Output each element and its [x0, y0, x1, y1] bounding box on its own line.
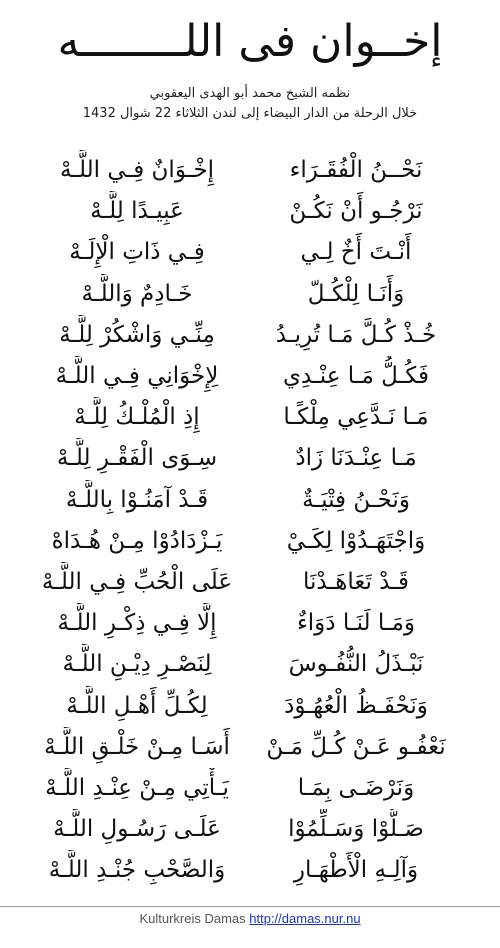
verse-first-hemistich: فَكُـلُّ مَـا عِنْـدِي: [282, 363, 430, 390]
verse-second-hemistich: خَـادِمٌ وَاللَّـهْ: [81, 280, 193, 307]
verse-first-hemistich: صَـلُّوْا وَسَـلِّمُوْا: [288, 816, 424, 843]
verse-second-hemistich: سِـوَى الْفَقْـرِ لِلَّـهْ: [56, 445, 218, 472]
verse-second-hemistich: يَـأْتِي مِـنْ عِنْـدِ اللَّـهْ: [45, 774, 229, 801]
verse-first-hemistich: مَـا عِنْـدَنَا زَادٌ: [295, 445, 417, 472]
footer-org-name: Kulturkreis Damas: [139, 911, 246, 926]
verse: [0, 562, 500, 603]
verse-first-hemistich: وَآلِـهِ الْأَطْهَـارِ: [293, 857, 419, 884]
verse-second-hemistich: إِخْـوَانٌ فِـي اللَّـهْ: [59, 157, 215, 184]
footer-divider: [0, 906, 500, 907]
page-title: إخــوان فى اللــــــــه: [57, 16, 443, 67]
verse-second-hemistich: لِإِخْوَانِي فِـي اللَّـهْ: [55, 363, 219, 390]
verse: [0, 685, 500, 726]
verse-second-hemistich: يَـزْدَادُوْا مِـنْ هُـدَاهْ: [51, 527, 223, 554]
footer: [0, 911, 500, 926]
verse-second-hemistich: لِكُـلِّ أَهْـلِ اللَّـهْ: [66, 692, 208, 719]
verse: [0, 850, 500, 891]
verse-first-hemistich: أَنْـتَ أَخٌ لِـي: [300, 239, 412, 266]
verse: [0, 438, 500, 479]
verse-second-hemistich: لِنَصْـرِ دِيْـنِ اللَّـهْ: [62, 651, 212, 678]
verse-first-hemistich: خُـذْ كُـلَّ مَـا تُرِيـدُ: [275, 321, 437, 348]
author-line: نظمه الشيخ محمد أبو الهدى اليعقوبي: [149, 86, 351, 101]
verse: [0, 480, 500, 521]
verse-first-hemistich: وَمَـا لَنَـا دَوَاءٌ: [296, 610, 416, 637]
verse-first-hemistich: نَبْـذَلُ النُّفُـوسَ: [288, 651, 424, 678]
verse-second-hemistich: مِنِّـي وَاشْكُرْ لِلَّـهْ: [59, 321, 215, 348]
verse: [0, 356, 500, 397]
verse-first-hemistich: وَاجْتَهَـدُوْا لِكَـيْ: [286, 527, 426, 554]
verse-second-hemistich: عَبِيـدًا لِلَّـهْ: [90, 198, 184, 225]
verse-second-hemistich: إِذِ الْمُلْـكُ لِلَّـهْ: [74, 404, 200, 431]
verse-second-hemistich: قَـدْ آمَنُـوْا بِاللَّـهْ: [65, 486, 209, 513]
verse: [0, 809, 500, 850]
verse: [0, 150, 500, 191]
verse: [0, 232, 500, 273]
verse: [0, 274, 500, 315]
verse: [0, 315, 500, 356]
verse-first-hemistich: نَحْــنُ الْفُقَـرَاء: [289, 157, 423, 184]
verse-first-hemistich: نَعْفُـو عَـنْ كُـلِّ مَـنْ: [266, 733, 446, 760]
verse-first-hemistich: مَـا نَـدَّعِي مِلْكًـا: [283, 404, 429, 431]
verse-second-hemistich: عَلَى الْحُبِّ فِـي اللَّـهْ: [41, 568, 233, 595]
verse-second-hemistich: أَسَـا مِـنْ خَلْـقِ اللَّـهْ: [44, 733, 230, 760]
verse: [0, 727, 500, 768]
verse-first-hemistich: وَنَحْـنُ فِتْيَـةٌ: [302, 486, 410, 513]
verse: [0, 768, 500, 809]
verse: [0, 397, 500, 438]
date-line: خلال الرحلة من الدار البيضاء إلى لندن الثلاثاء 22 شوال 1432: [82, 106, 418, 121]
verse-second-hemistich: فِـي ذَاتِ الْإِلَـهْ: [69, 239, 205, 266]
verse-second-hemistich: إِلَّا فِـي ذِكْـرِ اللَّـهْ: [57, 610, 217, 637]
verse-second-hemistich: وَالصَّحْبِ جُنْـدِ اللَّـهْ: [48, 857, 226, 884]
verse: [0, 644, 500, 685]
footer-website-link[interactable]: http://damas.nur.nu: [249, 911, 361, 926]
verse-first-hemistich: وَأَنَـا لِلْكُـلّ: [307, 280, 405, 307]
verse: [0, 191, 500, 232]
verse-first-hemistich: نَرْجُـو أَنْ نَكُـنْ: [289, 198, 423, 225]
verse-first-hemistich: وَنَحْفَـظُ الْعُهُـوْدَ: [284, 692, 428, 719]
verse-second-hemistich: عَلَـى رَسُـولِ اللَّـهْ: [53, 816, 221, 843]
poem: [0, 150, 500, 891]
verse-first-hemistich: وَنَرْضَـى بِمَـا: [297, 774, 415, 801]
verse-first-hemistich: قَـدْ تَعَاهَـدْنَا: [303, 568, 409, 595]
verse: [0, 521, 500, 562]
verse: [0, 603, 500, 644]
